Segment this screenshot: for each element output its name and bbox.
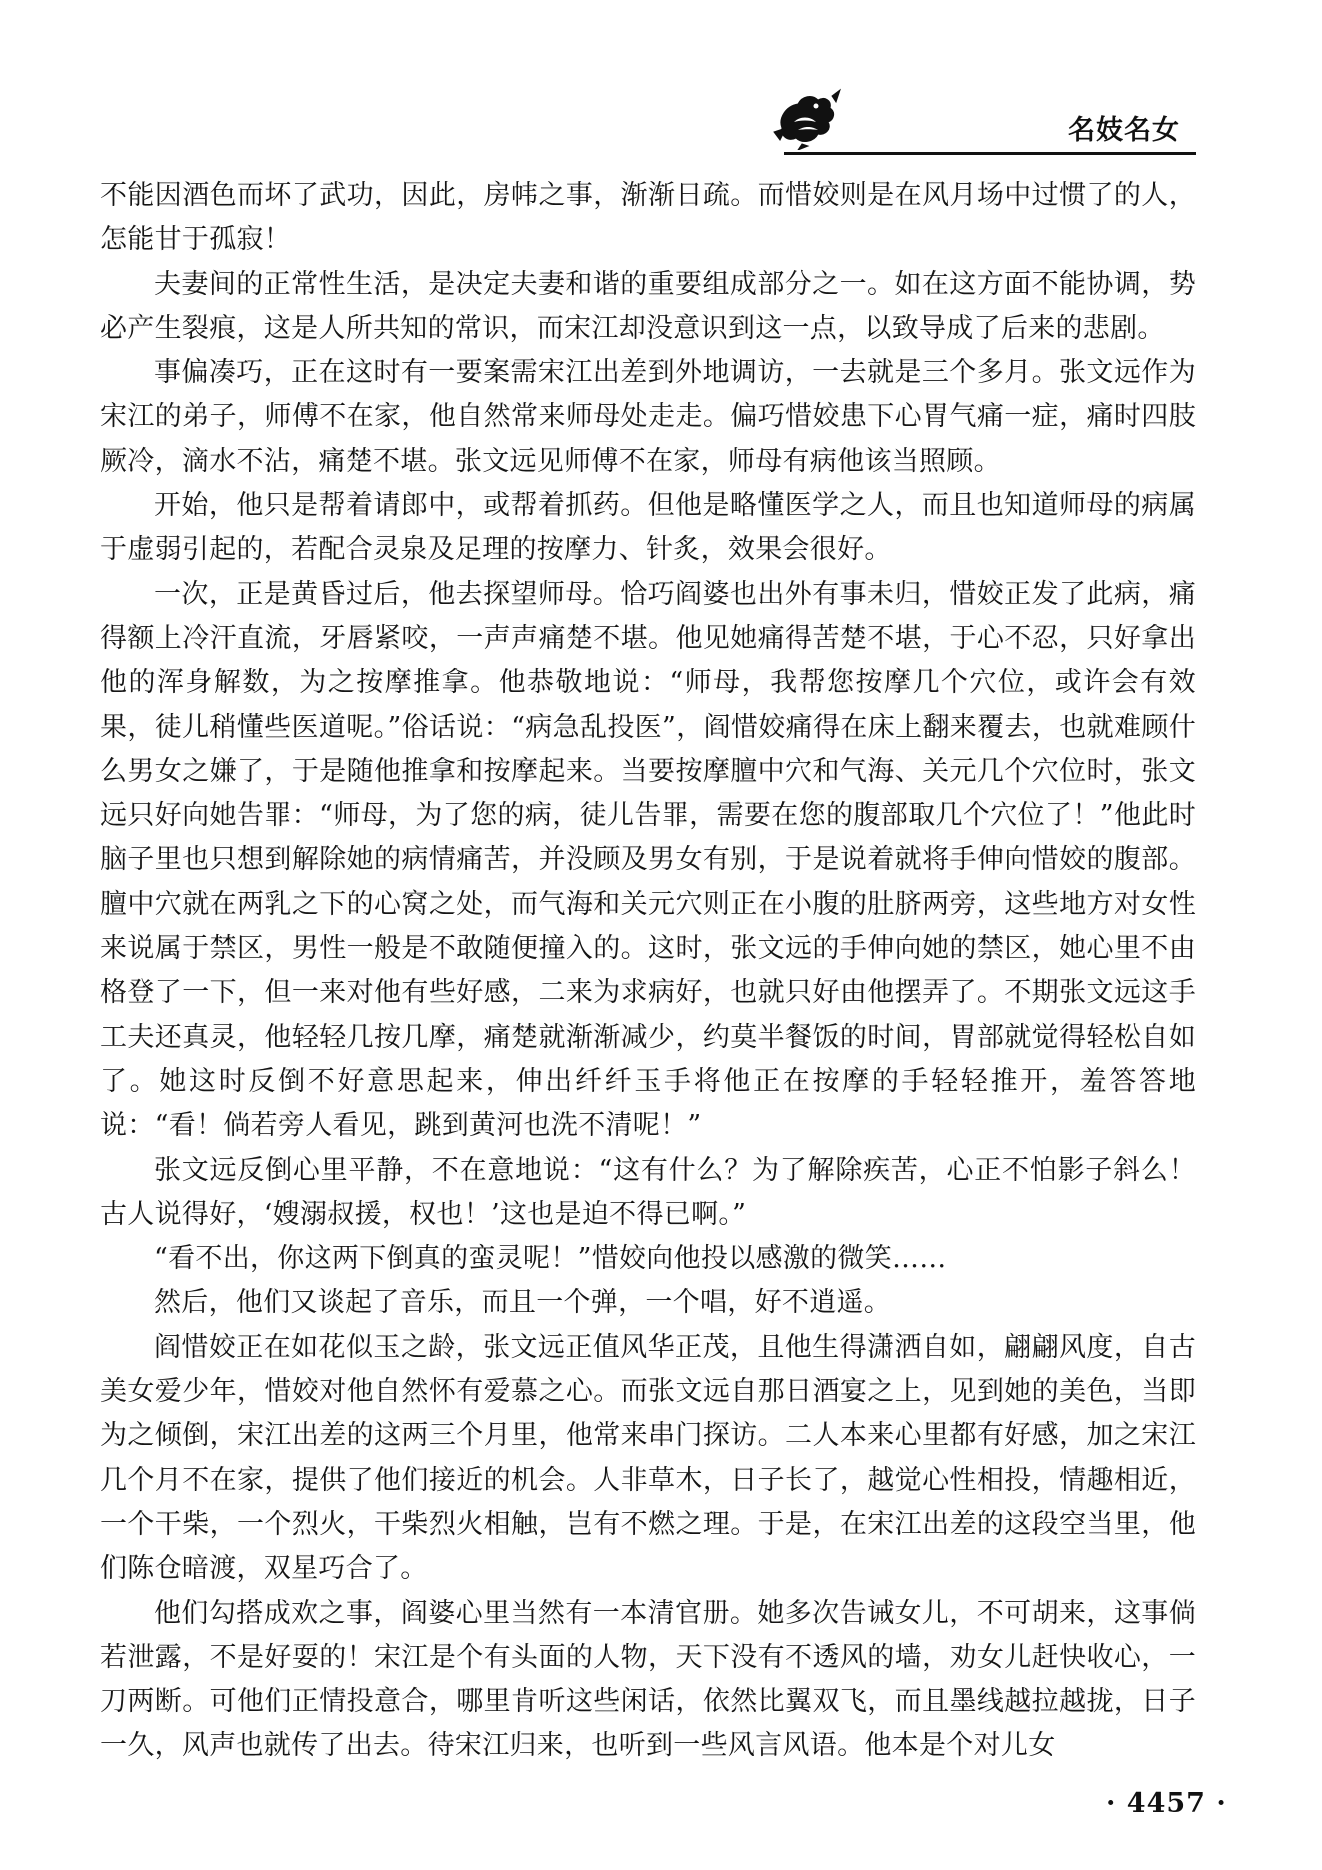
header-divider — [784, 152, 1196, 155]
page-number: · 4457 · — [1106, 1788, 1227, 1819]
section-title: 名妓名女 — [1068, 115, 1180, 146]
paragraph: 阎惜姣正在如花似玉之龄，张文远正值风华正茂，且他生得潇洒自如，翩翩风度，自古美女爱少年，惜姣对他自然怀有爱慕之心。而张文远自那日酒宴之上，见到她的美色，当即为之倾倒，宋江出差的这两三个月里，他常来串门探访。二人本来心里都有好感，加之宋江几个月不在家，提供了他们接近的机会。人非草木，日子长了，越觉心性相投，情趣相近，一个干柴，一个烈火，干柴烈火相触，岂有不燃之理。于是，在宋江出差的这段空当里，他们陈仓暗渡，双星巧合了。 — [100, 1331, 1196, 1585]
paragraph: “看不出，你这两下倒真的蛮灵呢！”惜姣向他投以感激的微笑…… — [154, 1243, 947, 1275]
paragraph: 一次，正是黄昏过后，他去探望师母。恰巧阎婆也出外有事未归，惜姣正发了此病，痛得额上冷汗直流，牙唇紧咬，一声声痛楚不堪。他见她痛得苦楚不堪，于心不忍，只好拿出他的浑身解数，为之按摩推拿。他恭敬地说：“师母，我帮您按摩几个穴位，或许会有效果，徒儿稍懂些医道呢。”俗话说：“病急乱投医”，阎惜姣痛得在床上翻来覆去，也就难顾什么男女之嫌了，于是随他推拿和按摩起来。当要按摩膻中穴和气海、关元几个穴位时，张文远只好向她告罪：“师母，为了您的病，徒儿告罪，需要在您的腹部取几个穴位了！”他此时脑子里也只想到解除她的病情痛苦，并没顾及男女有别，于是说着就将手伸向惜姣的腹部。膻中穴就在两乳之下的心窝之处，而气海和关元穴则正在小腹的肚脐两旁，这些地方对女性来说属于禁区，男性一般是不敢随便撞入的。这时，张文远的手伸向她的禁区，她心里不由格登了一下，但一来对他有些好感，二来为求病好，也就只好由他摆弄了。不期张文远这手工夫还真灵，他轻轻几按几摩，痛楚就渐渐减少，约莫半餐饭的时间，胃部就觉得轻松自如了。她这时反倒不好意思起来，伸出纤纤玉手将他正在按摩的手轻轻推开，羞答答地说：“看！倘若旁人看见，跳到黄河也洗不清呢！” — [100, 578, 1196, 1142]
page-header — [0, 0, 1322, 160]
paragraph: 他们勾搭成欢之事，阎婆心里当然有一本清官册。她多次告诫女儿，不可胡来，这事倘若泄露，不是好耍的！宋江是个有头面的人物，天下没有不透风的墙，劝女儿赶快收心，一刀两断。可他们正情投意合，哪里肯听这些闲话，依然比翼双飞，而且墨线越拉越拢，日子一久，风声也就传了出去。待宋江归来，也听到一些风言风语。他本是个对儿女 — [100, 1597, 1196, 1762]
paragraph: 然后，他们又谈起了音乐，而且一个弹，一个唱，好不逍遥。 — [154, 1287, 892, 1319]
body-text — [100, 174, 1196, 1769]
paragraph: 开始，他只是帮着请郎中，或帮着抓药。但他是略懂医学之人，而且也知道师母的病属于虚弱引起的，若配合灵泉及足理的按摩力、针炙，效果会很好。 — [100, 490, 1196, 566]
dragon-emblem-icon — [772, 88, 842, 150]
paragraph: 夫妻间的正常性生活，是决定夫妻和谐的重要组成部分之一。如在这方面不能协调，势必产生裂痕，这是人所共知的常识，而宋江却没意识到这一点，以致导成了后来的悲剧。 — [100, 268, 1196, 344]
paragraph: 张文远反倒心里平静，不在意地说：“这有什么？为了解除疾苦，心正不怕影子斜么！古人说得好，‘嫂溺叔援，权也！’这也是迫不得已啊。” — [100, 1154, 1196, 1230]
paragraph: 事偏凑巧，正在这时有一要案需宋江出差到外地调访，一去就是三个多月。张文远作为宋江的弟子，师傅不在家，他自然常来师母处走走。偏巧惜姣患下心胃气痛一症，痛时四肢厥冷，滴水不沾，痛楚不堪。张文远见师傅不在家，师母有病他该当照顾。 — [100, 357, 1196, 477]
paragraph: 不能因酒色而坏了武功，因此，房帏之事，渐渐日疏。而惜姣则是在风月场中过惯了的人，怎能甘于孤寂！ — [100, 180, 1196, 256]
